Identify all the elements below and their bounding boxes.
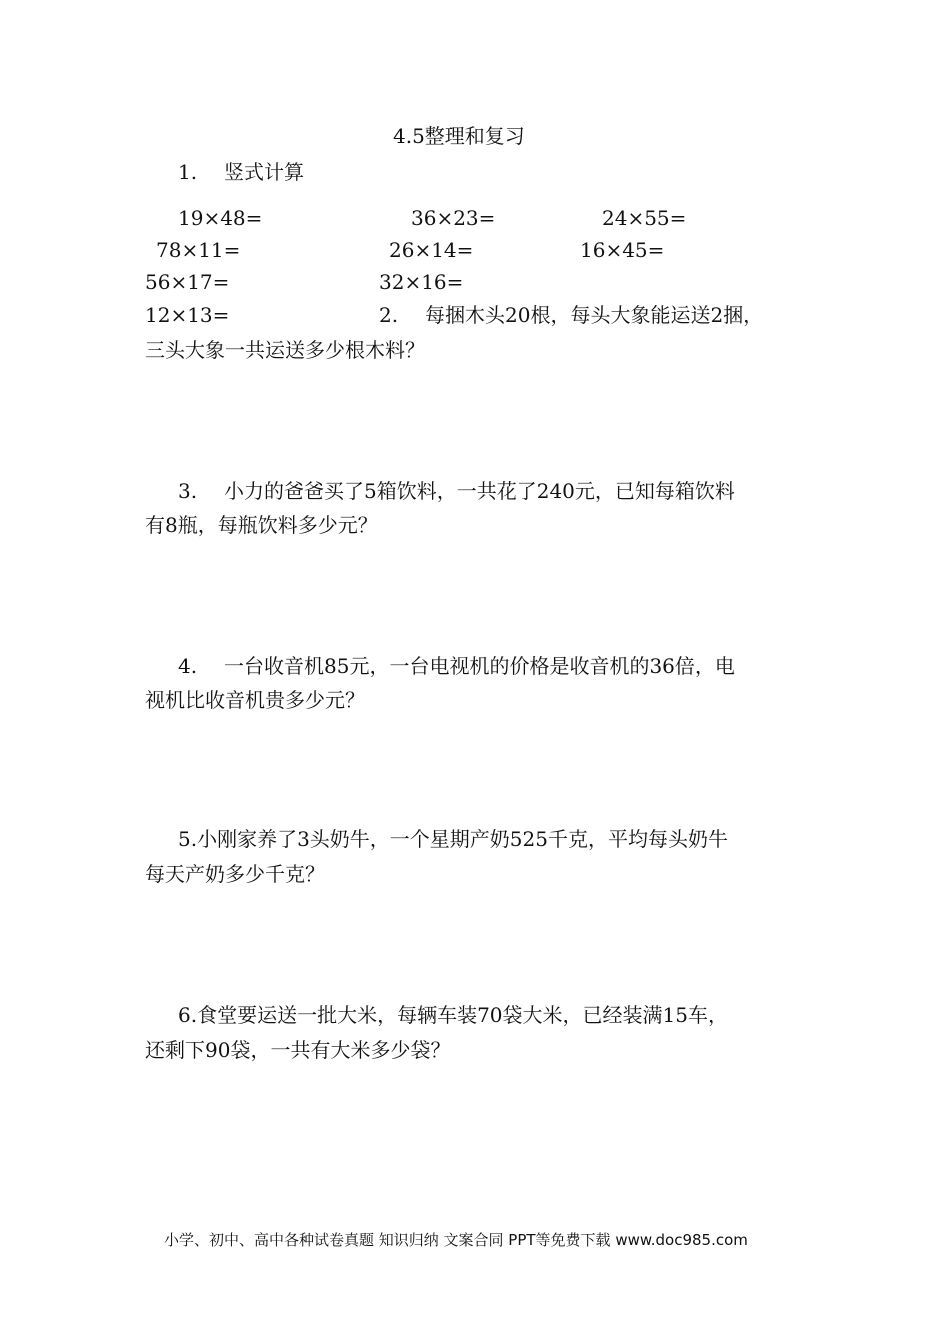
question-3-text: 小力的爸爸买了5箱饮料，一共花了240元，已知每箱饮料	[224, 479, 735, 503]
calc-problem: 78×11=	[156, 238, 241, 262]
question-4-line-1	[178, 656, 735, 676]
question-5-line-2: 每天产奶多少千克？	[145, 862, 325, 886]
calc-problem: 12×13=	[145, 303, 230, 327]
page-title: 4.5整理和复习	[393, 124, 525, 148]
calc-problem: 26×14=	[389, 238, 474, 262]
section-1-number: 1.	[178, 160, 198, 184]
question-4-text: 一台收音机85元，一台电视机的价格是收音机的36倍，电	[224, 654, 735, 678]
question-6-line-1: 6.食堂要运送一批大米，每辆车装70袋大米，已经装满15车，	[178, 1003, 728, 1027]
page-footer: 小学、初中、高中各种试卷真题 知识归纳 文案合同 PPT等免费下载 www.doc985.com	[164, 1231, 748, 1249]
section-1-heading	[178, 162, 304, 182]
calc-problem: 32×16=	[379, 270, 464, 294]
question-2-line-1	[379, 305, 763, 325]
question-2-line-2: 三头大象一共运送多少根木料？	[145, 338, 425, 362]
calc-problem: 19×48=	[178, 206, 263, 230]
calc-problem: 36×23=	[411, 206, 496, 230]
calc-problem: 24×55=	[602, 206, 687, 230]
question-3-number: 3.	[178, 479, 198, 503]
question-3-line-1	[178, 481, 735, 501]
question-4-line-2: 视机比收音机贵多少元？	[145, 688, 365, 712]
question-4-number: 4.	[178, 654, 198, 678]
question-5-line-1: 5.小刚家养了3头奶牛，一个星期产奶525千克，平均每头奶牛	[178, 827, 728, 851]
calc-problem: 16×45=	[580, 238, 665, 262]
question-2-number: 2.	[379, 303, 399, 327]
question-6-line-2: 还剩下90袋，一共有大米多少袋？	[145, 1038, 451, 1062]
question-2-text: 每捆木头20根，每头大象能运送2捆，	[425, 303, 764, 327]
section-1-title: 竖式计算	[224, 160, 304, 184]
calc-problem: 56×17=	[145, 270, 230, 294]
question-3-line-2: 有8瓶，每瓶饮料多少元？	[145, 513, 378, 537]
